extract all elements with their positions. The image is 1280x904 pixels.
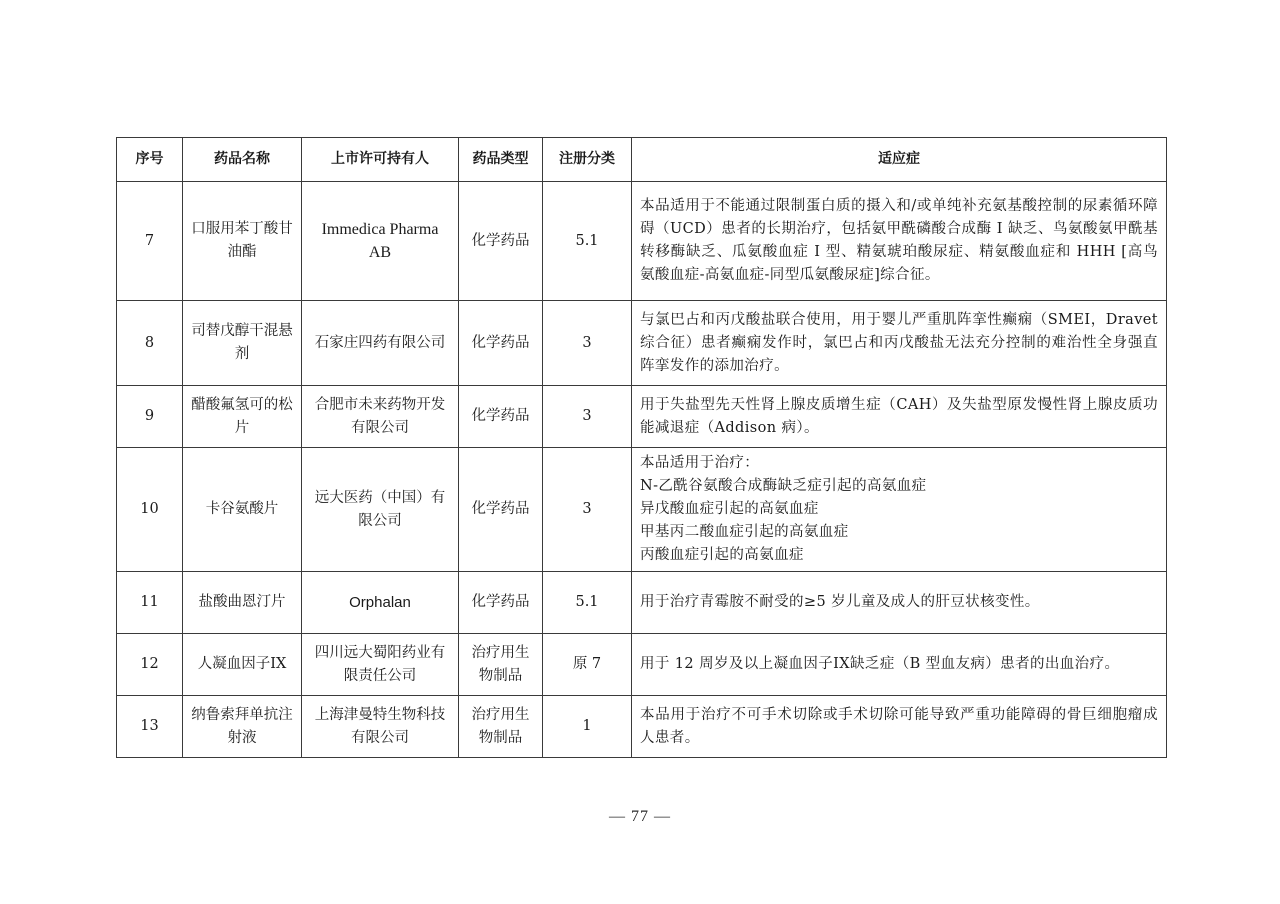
indication-text: 本品适用于不能通过限制蛋白质的摄入和/或单纯补充氨基酸控制的尿素循环障碍（UCD）患者的长期治疗，包括氨甲酰磷酸合成酶 I 缺乏、鸟氨酸氨甲酰基转移酶缺乏、瓜氨酸血症 I 型、精氨琥珀酸尿症、精氨酸血症和 HHH [高鸟氨酸血症-高氨血症-同型瓜氨酸尿症]综合征。 [640, 198, 1158, 283]
row-drug-name: 纳鲁索拜单抗注射液 [183, 696, 302, 758]
row-no: 8 [117, 301, 183, 386]
table-row [117, 696, 1167, 758]
row-drug-type: 化学药品 [459, 572, 543, 634]
indication-text: 与氯巴占和丙戊酸盐联合使用，用于婴儿严重肌阵挛性癫痫（SMEI，Dravet 综合征）患者癫痫发作时，氯巴占和丙戊酸盐无法充分控制的难治性全身强直阵挛发作的添加治疗。 [640, 311, 1158, 374]
row-drug-name: 卡谷氨酸片 [183, 448, 302, 572]
indication-text: 用于失盐型先天性肾上腺皮质增生症（CAH）及失盐型原发慢性肾上腺皮质功能减退症（Addison 病）。 [640, 396, 1158, 436]
row-drug-type: 化学药品 [459, 386, 543, 448]
row-indication [632, 572, 1167, 634]
row-drug-type: 治疗用生物制品 [459, 634, 543, 696]
table-row [117, 448, 1167, 572]
indication-text: 本品用于治疗不可手术切除或手术切除可能导致严重功能障碍的骨巨细胞瘤成人患者。 [640, 706, 1158, 746]
row-drug-name: 盐酸曲恩汀片 [183, 572, 302, 634]
row-holder: Orphalan [302, 572, 459, 634]
row-holder: 石家庄四药有限公司 [302, 301, 459, 386]
row-holder: 合肥市未来药物开发有限公司 [302, 386, 459, 448]
row-category: 原 7 [543, 634, 632, 696]
indication-line: 甲基丙二酸血症引起的高氨血症 [640, 524, 849, 540]
row-no: 7 [117, 182, 183, 301]
row-category: 3 [543, 301, 632, 386]
row-drug-name: 口服用苯丁酸甘油酯 [183, 182, 302, 301]
page-number: — 77 — [609, 808, 671, 825]
row-category: 1 [543, 696, 632, 758]
row-no: 9 [117, 386, 183, 448]
row-no: 13 [117, 696, 183, 758]
row-indication [632, 448, 1167, 572]
row-no: 12 [117, 634, 183, 696]
row-drug-name: 醋酸氟氢可的松片 [183, 386, 302, 448]
row-holder: 上海津曼特生物科技有限公司 [302, 696, 459, 758]
indication-line: 丙酸血症引起的高氨血症 [640, 547, 804, 563]
row-drug-type: 化学药品 [459, 448, 543, 572]
row-indication [632, 386, 1167, 448]
row-category: 5.1 [543, 182, 632, 301]
row-no: 10 [117, 448, 183, 572]
indication-line: 异戊酸血症引起的高氨血症 [640, 501, 819, 517]
row-drug-name: 司替戊醇干混悬剂 [183, 301, 302, 386]
table-header-row [117, 138, 1167, 182]
row-holder: 远大医药（中国）有限公司 [302, 448, 459, 572]
row-holder: Immedica Pharma AB [302, 182, 459, 301]
table-row [117, 572, 1167, 634]
row-indication [632, 182, 1167, 301]
row-category: 3 [543, 386, 632, 448]
indication-text: 用于 12 周岁及以上凝血因子IX缺乏症（B 型血友病）患者的出血治疗。 [640, 656, 1120, 672]
row-drug-type: 化学药品 [459, 301, 543, 386]
indication-text: 用于治疗青霉胺不耐受的≥5 岁儿童及成人的肝豆状核变性。 [640, 594, 1040, 610]
row-holder: 四川远大蜀阳药业有限责任公司 [302, 634, 459, 696]
table-row [117, 301, 1167, 386]
header-drug-type: 药品类型 [459, 138, 543, 182]
row-indication [632, 696, 1167, 758]
row-drug-type: 治疗用生物制品 [459, 696, 543, 758]
drug-approval-table [116, 137, 1167, 758]
header-drug-name: 药品名称 [183, 138, 302, 182]
row-no: 11 [117, 572, 183, 634]
indication-line: 本品适用于治疗： [640, 455, 760, 471]
header-no: 序号 [117, 138, 183, 182]
row-indication [632, 634, 1167, 696]
table-row [117, 182, 1167, 301]
header-registration-category: 注册分类 [543, 138, 632, 182]
row-category: 3 [543, 448, 632, 572]
table-row [117, 634, 1167, 696]
header-indication: 适应症 [632, 138, 1167, 182]
header-holder: 上市许可持有人 [302, 138, 459, 182]
indication-line: N-乙酰谷氨酸合成酶缺乏症引起的高氨血症 [640, 478, 927, 494]
table-row [117, 386, 1167, 448]
row-category: 5.1 [543, 572, 632, 634]
row-drug-type: 化学药品 [459, 182, 543, 301]
row-drug-name: 人凝血因子IX [183, 634, 302, 696]
row-indication [632, 301, 1167, 386]
